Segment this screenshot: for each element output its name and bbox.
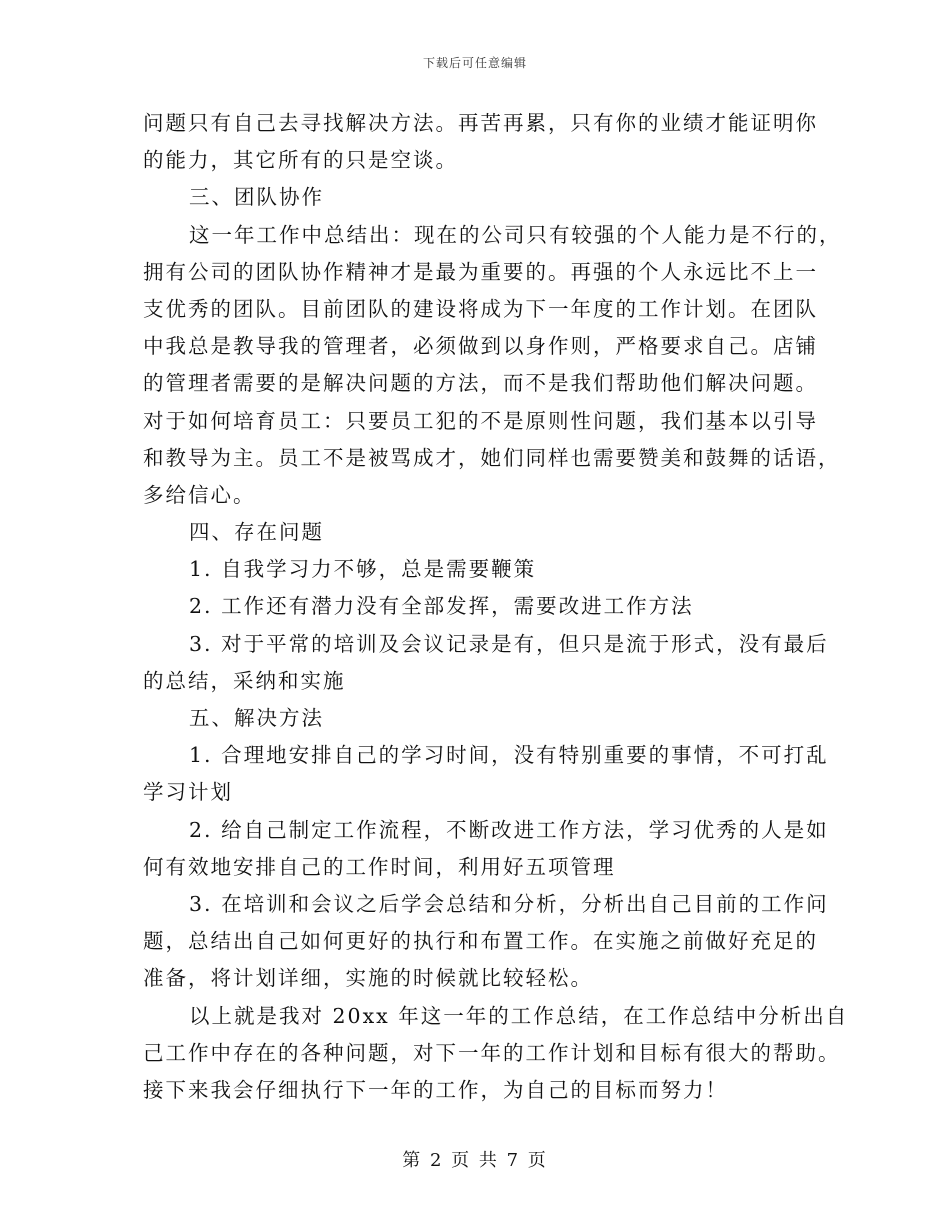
text-line: 学习计划 bbox=[143, 780, 233, 805]
text-line: 1. 合理地安排自己的学习时间，没有特别重要的事情，不可打乱 bbox=[189, 743, 829, 768]
text-line: 1. 自我学习力不够，总是需要鞭策 bbox=[189, 557, 537, 582]
text-line: 三、团队协作 bbox=[189, 185, 324, 210]
text-line: 2. 工作还有潜力没有全部发挥，需要改进工作方法 bbox=[189, 594, 694, 619]
text-line: 题，总结出自己如何更好的执行和布置工作。在实施之前做好充足的 bbox=[143, 929, 818, 954]
text-line: 2. 给自己制定工作流程，不断改进工作方法，学习优秀的人是如 bbox=[189, 817, 829, 842]
page-number: 第 2 页 共 7 页 bbox=[402, 1150, 548, 1171]
text-line: 四、存在问题 bbox=[189, 520, 324, 545]
text-line: 多给信心。 bbox=[143, 482, 256, 507]
text-line: 和教导为主。员工不是被骂成才，她们同样也需要赞美和鼓舞的话语， bbox=[143, 445, 841, 470]
text-line: 何有效地安排自己的工作时间，利用好五项管理 bbox=[143, 854, 616, 879]
text-line: 3. 在培训和会议之后学会总结和分析，分析出自己目前的工作问 bbox=[189, 891, 829, 916]
text-line: 的管理者需要的是解决问题的方法，而不是我们帮助他们解决问题。 bbox=[143, 371, 818, 396]
text-line: 以上就是我对 20xx 年这一年的工作总结，在工作总结中分析出自 bbox=[189, 1003, 849, 1028]
text-line: 准备，将计划详细，实施的时候就比较轻松。 bbox=[143, 966, 593, 991]
text-line: 接下来我会仔细执行下一年的工作，为自己的目标而努力！ bbox=[143, 1077, 728, 1102]
document-body bbox=[143, 105, 849, 1109]
text-line: 中我总是教导我的管理者，必须做到以身作则，严格要求自己。店铺 bbox=[143, 334, 818, 359]
text-line: 对于如何培育员工：只要员工犯的不是原则性问题，我们基本以引导 bbox=[143, 408, 818, 433]
text-line: 问题只有自己去寻找解决方法。再苦再累，只有你的业绩才能证明你 bbox=[143, 111, 818, 135]
text-line: 己工作中存在的各种问题，对下一年的工作计划和目标有很大的帮助。 bbox=[143, 1040, 841, 1065]
text-line: 五、解决方法 bbox=[189, 706, 324, 730]
text-line: 的能力，其它所有的只是空谈。 bbox=[143, 148, 458, 173]
text-line: 的总结，采纳和实施 bbox=[143, 668, 346, 693]
text-line: 支优秀的团队。目前团队的建设将成为下一年度的工作计划。在团队 bbox=[143, 296, 818, 321]
text-line: 3. 对于平常的培训及会议记录是有，但只是流于形式，没有最后 bbox=[189, 631, 829, 656]
text-line: 这一年工作中总结出：现在的公司只有较强的个人能力是不行的， bbox=[189, 222, 842, 247]
page-header: 下载后可任意编辑 bbox=[422, 56, 527, 70]
text-line: 拥有公司的团队协作精神才是最为重要的。再强的个人永远比不上一 bbox=[143, 259, 818, 284]
